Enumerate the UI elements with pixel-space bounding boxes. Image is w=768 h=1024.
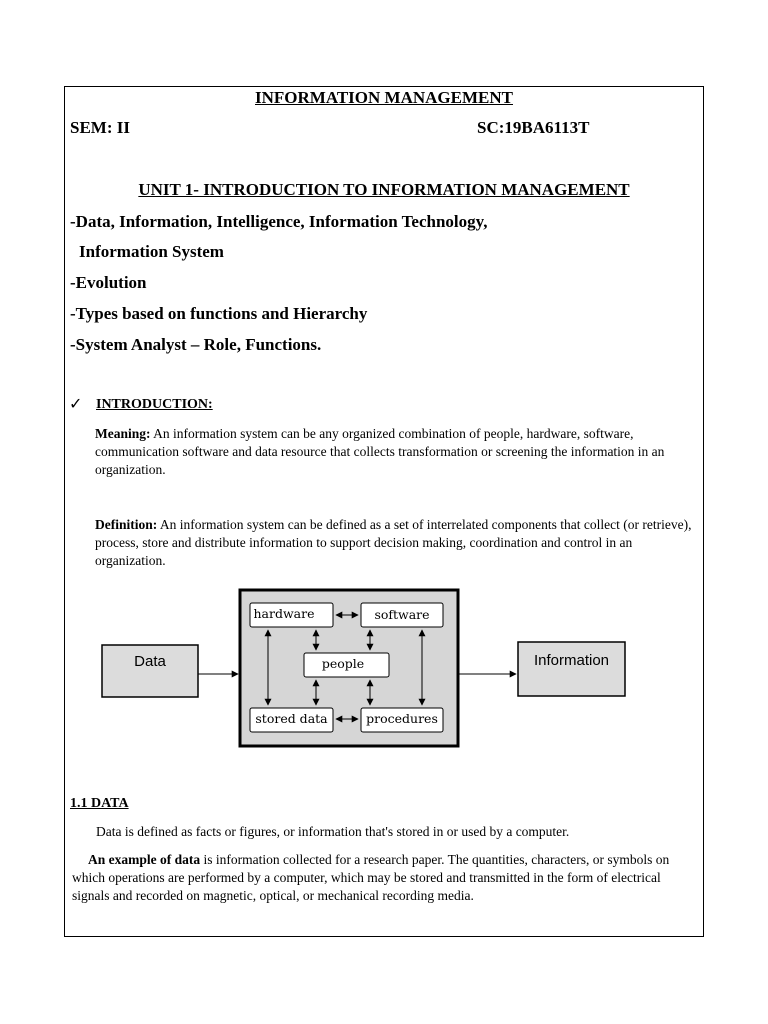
example-text: is information collected for a research paper. The quantities, characters, or symbols on which operations are performed by a computer, which may be stored and transmitted in the form of electrical signals and recorded on magnetic, optical, or mechanical recording media. [72,852,670,903]
definition-text: An information system can be defined as a set of interrelated components that collect (or retrieve), process, store and distribute information to support decision making, coordination and control in an organization. [95,517,692,568]
topic-item: Information System [79,242,224,261]
section-data-heading: 1.1 DATA [70,796,129,811]
unit-heading: UNIT 1- INTRODUCTION TO INFORMATION MANAGEMENT [138,180,630,199]
information-box [518,642,625,696]
semester-label: SEM: II [70,118,130,137]
procedures-label: procedures [366,711,438,726]
data-example-paragraph [72,851,700,905]
page-title: INFORMATION MANAGEMENT [255,88,513,107]
software-label: software [374,607,430,622]
topic-item: -System Analyst – Role, Functions. [70,335,322,354]
meaning-label: Meaning: [95,426,151,441]
topic-item: -Evolution [70,273,147,292]
topic-item: -Types based on functions and Hierarchy [70,304,368,323]
data-definition: Data is defined as facts or figures, or information that's stored in or used by a computer. [96,824,570,839]
definition-label: Definition: [95,517,158,532]
stored-data-label: stored data [255,711,328,726]
meaning-text: An information system can be any organized combination of people, hardware, software, communication software and data resource that collects transformation or screening the information in an organization. [95,426,665,477]
subject-code: SC:19BA6113T [477,118,590,137]
information-box-label: Information [533,652,610,669]
checkmark-icon: ✓ [69,396,83,413]
hardware-label: hardware [253,606,315,621]
data-box-label: Data [134,653,166,670]
people-label: people [321,656,365,671]
introduction-heading: INTRODUCTION: [96,397,213,412]
example-label: An example of data [88,852,201,867]
topic-item: -Data, Information, Intelligence, Information Technology, [70,212,488,231]
